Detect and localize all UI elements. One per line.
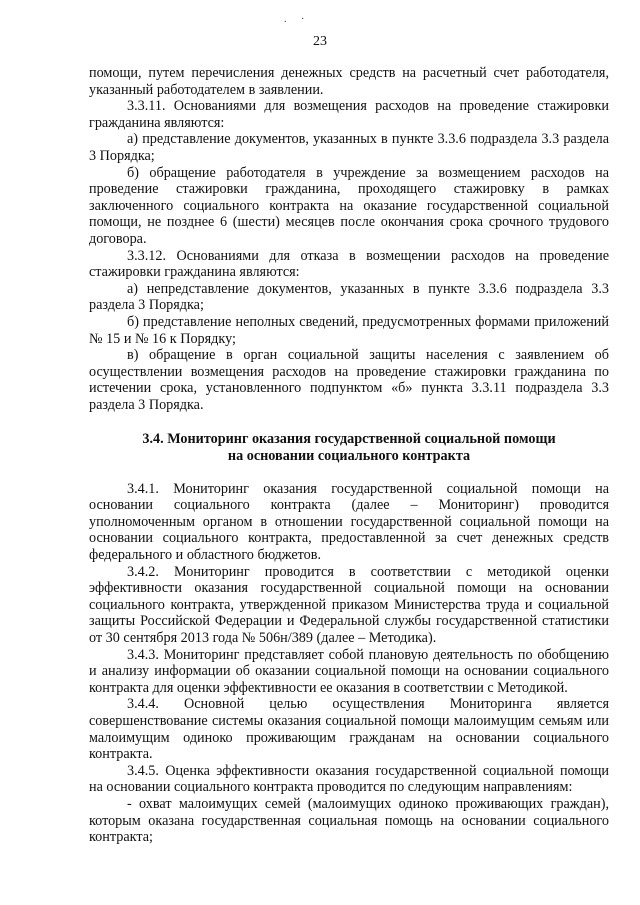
paragraph: 3.4.2. Мониторинг проводится в соответствии с методикой оценки эффективности оказания государственной социальной помощи на основании социального контракта, утвержденной приказом Министерства труда и социальной защиты Российской Федерации и Федеральной службы государственной статистики от 30 сентября 2013 года № 506н/389 (далее – Методика). [89,563,609,646]
paragraph: 3.4.1. Мониторинг оказания государственной социальной помощи на основании социального контракта (далее – Мониторинг) проводится уполномоченным органом в отношении государственной социальной помощи на основании социального контракта, предоставленной за счет денежных средств федерального и областного бюджетов. [89,480,609,564]
paragraph: 3.4.4. Основной целью осуществления Мониторинга является совершенствование системы оказания социальной помощи малоимущим семьям или малоимущим одиноко проживающим гражданам на основании социального контракта. [89,696,609,763]
paragraph: 3.4.5. Оценка эффективности оказания государственной социальной помощи на основании социального контракта проводится по следующим направлениям: [89,762,609,796]
paragraph: а) непредставление документов, указанных в пункте 3.3.6 подраздела 3.3 раздела 3 Порядка; [89,280,609,314]
header-marks: . · [284,14,311,25]
section-heading-line: на основании социального контракта [227,448,471,465]
page-number: 23 [313,34,327,49]
paragraph: - охват малоимущих семей (малоимущих одиноко проживающих граждан), которым оказана государственная социальная помощь на основании социального контракта; [89,795,609,846]
section-heading [89,431,609,464]
paragraph: в) обращение в орган социальной защиты населения с заявлением об осуществлении возмещения расходов на проведение стажировки гражданина по истечении срока, установленного подпунктом «б» пункта 3.3.11 подраздела 3.3 раздела 3 Порядка. [89,347,609,413]
section-heading-line: 3.4. Мониторинг оказания государственной социальной помощи [142,431,556,448]
paragraph: 3.3.12. Основаниями для отказа в возмещении расходов на проведение стажировки гражданина являются: [89,247,609,281]
paragraph: помощи, путем перечисления денежных средств на расчетный счет работодателя, указанный работодателем в заявлении. [89,65,609,98]
paragraph: 3.4.3. Мониторинг представляет собой плановую деятельность по обобщению и анализу информации об оказании социальной помощи на основании социального контракта для оценки эффективности ее оказания в соответствии с Методикой. [89,646,609,696]
paragraph: а) представление документов, указанных в пункте 3.3.6 подраздела 3.3 раздела 3 Порядка; [89,131,609,164]
paragraph: 3.3.11. Основаниями для возмещения расходов на проведение стажировки гражданина являются: [89,98,609,131]
paragraph: б) представление неполных сведений, предусмотренных формами приложений № 15 и № 16 к Порядку; [89,313,609,347]
paragraph: б) обращение работодателя в учреждение за возмещением расходов на проведение стажировки гражданина, проходящего стажировку в рамках заключенного социального контракта на оказание государственной социальной помощи, не позднее 6 (шести) месяцев после окончания срока срочного трудового договора. [89,164,609,247]
document-body [89,65,609,846]
